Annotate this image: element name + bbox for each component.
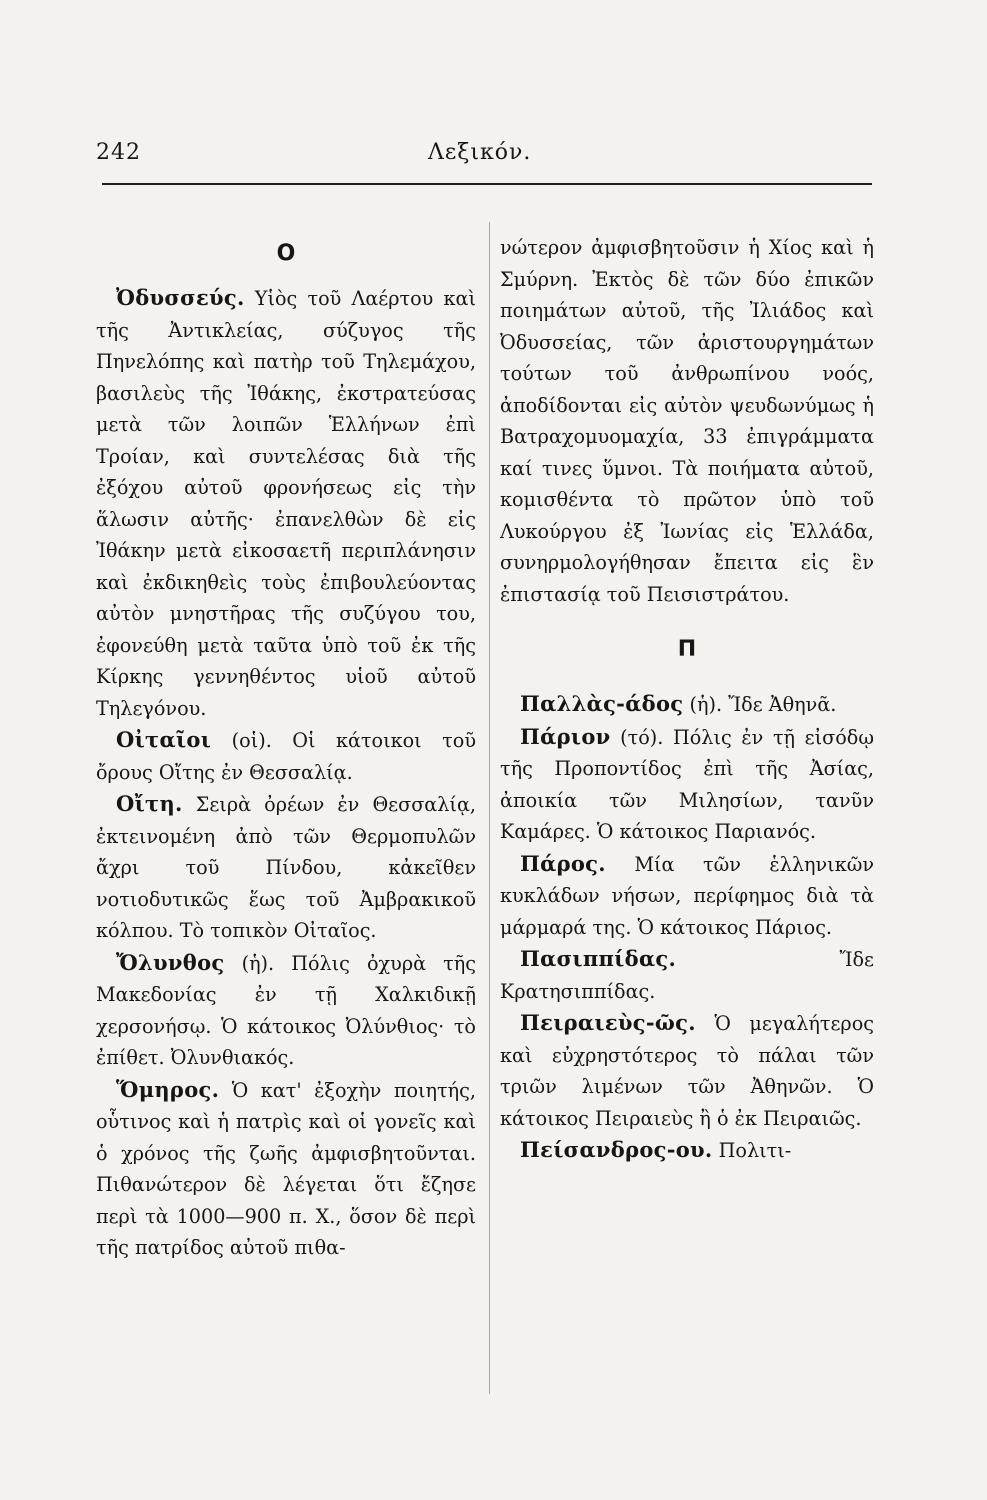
column-divider — [489, 222, 490, 1394]
dictionary-entry — [500, 1134, 874, 1167]
header-rule — [102, 183, 872, 185]
dictionary-entry — [500, 721, 874, 848]
entry-text: (οἱ). Οἱ κάτοικοι τοῦ ὄρους Οἴτης ἐν Θεσσαλίᾳ. — [96, 729, 476, 784]
entry-headword: Πειραιεὺς-ῶς. — [520, 1010, 696, 1035]
entry-headword: Οἴτη. — [116, 791, 183, 816]
left-column — [96, 232, 476, 1264]
dictionary-entry — [500, 688, 874, 721]
dictionary-entry — [96, 282, 476, 724]
entry-headword: Πείσανδρος-ου. — [520, 1137, 713, 1162]
entry-text: Μία τῶν ἑλληνικῶν κυκλάδων νήσων, περίφημος διὰ τὰ μάρμαρά της. Ὁ κάτοικος Πάριος. — [500, 852, 875, 939]
running-title: Λεξικόν. — [428, 140, 532, 165]
entry-headword: Οἰταῖοι — [116, 727, 212, 752]
entry-headword: Πασιππίδας. — [520, 946, 677, 971]
entry-text: (τό). Πόλις ἐν τῇ εἰσόδῳ τῆς Προποντίδος ἐπὶ τῆς Ἀσίας, ἀποικία τῶν Μιλησίων, τανῦν Καμάρες. Ὁ κάτοικος Παριανός. — [500, 725, 874, 843]
section-letter-pi: Π — [677, 637, 697, 662]
entry-headword: Ὄλυνθος — [116, 949, 225, 975]
entry-headword: Παλλὰς-άδος — [520, 691, 684, 716]
dictionary-entry — [500, 1007, 874, 1134]
page-header — [96, 140, 874, 180]
entry-text: Πολιτι- — [718, 1139, 792, 1162]
entry-text: Ὁ κατ' ἐξοχὴν ποιητής, οὗτινος καὶ ἡ πατρὶς καὶ οἱ γονεῖς καὶ ὁ χρόνος τῆς ζωῆς ἀμφισβητοῦνται. Πιθανώτερον δὲ λέγεται ὅτι ἔζησε περὶ τὰ 1000—900 π. Χ., ὅσον δὲ περὶ τῆς πατρίδος αὐτοῦ πιθα- — [96, 1078, 476, 1259]
dictionary-entry — [500, 943, 874, 1007]
section-letter-omicron: Ο — [276, 241, 296, 266]
dictionary-entry — [96, 1074, 476, 1264]
entry-headword: Ὅμηρος. — [116, 1076, 220, 1102]
entry-text: Υἱὸς τοῦ Λαέρτου καὶ τῆς Ἀντικλείας, σύζυγος τῆς Πηνελόπης καὶ πατὴρ τοῦ Τηλεμάχου, βασιλεὺς τῆς Ἰθάκης, ἐκστρατεύσας μετὰ τῶν λοιπῶν Ἑλλήνων ἐπὶ Τροίαν, καὶ συντελέσας διὰ τῆς ἐξόχου αὐτοῦ φρονήσεως εἰς τὴν ἅλωσιν αὐτῆς· ἐπανελθὼν δὲ εἰς Ἰθάκην μετὰ εἰκοσαετῆ περιπλάνησιν καὶ ἐκδικηθεὶς τοὺς ἐπιβουλεύοντας αὐτὸν μνηστῆρας τῆς συζύγου του, ἐφονεύθη μετὰ ταῦτα ὑπὸ τοῦ ἐκ τῆς Κίρκης γεννηθέντος υἱοῦ αὐτοῦ Τηλεγόνου. — [96, 287, 476, 720]
entry-text: Ἴδε Κρατησιππίδας. — [500, 948, 874, 1003]
entry-headword: Ὀδυσσεύς. — [116, 285, 245, 310]
right-column — [500, 232, 874, 1167]
entry-text: Ὁ μεγαλήτερος καὶ εὐχρηστότερος τὸ πάλαι τῶν τριῶν λιμένων τῶν Ἀθηνῶν. Ὁ κάτοικος Πειραιεὺς ἢ ὁ ἐκ Πειραιῶς. — [500, 1012, 874, 1130]
dictionary-entry — [96, 947, 476, 1074]
dictionary-entry — [96, 788, 476, 947]
entry-continuation: νώτερον ἀμφισβητοῦσιν ἡ Χίος καὶ ἡ Σμύρνη. Ἐκτὸς δὲ τῶν δύο ἐπικῶν ποιημάτων αὐτοῦ, τῆς Ἰλιάδος καὶ Ὀδυσσείας, τῶν ἀριστουργημάτων τούτων τοῦ ἀνθρωπίνου νοός, ἀποδίδονται εἰς αὐτὸν ψευδωνύμως ἡ Βατραχομυομαχία, 33 ἐπιγράμματα καί τινες ὕμνοι. Τὰ ποιήματα αὐτοῦ, κομισθέντα τὸ πρῶτον ὑπὸ τοῦ Λυκούργου ἐξ Ἰωνίας εἰς Ἑλλάδα, συνηρμολογήθησαν ἔπειτα εἰς ἓν ἐπιστασίᾳ τοῦ Πεισιστράτου. — [500, 236, 874, 606]
dictionary-entry — [96, 724, 476, 788]
page-number: 242 — [96, 140, 141, 165]
entry-text: (ἡ). Ἴδε Ἀθηνᾶ. — [689, 693, 837, 716]
entry-headword: Πάρος. — [520, 850, 606, 876]
entry-text: Σειρὰ ὀρέων ἐν Θεσσαλίᾳ, ἐκτεινομένη ἀπὸ τῶν Θερμοπυλῶν ἄχρι τοῦ Πίνδου, κἀκεῖθεν νοτιοδυτικῶς ἕως τοῦ Ἀμβρακικοῦ κόλπου. Τὸ τοπικὸν Οἰταῖος. — [96, 793, 477, 942]
dictionary-entry — [500, 848, 874, 944]
entry-text: (ἡ). Πόλις ὀχυρὰ τῆς Μακεδονίας ἐν τῇ Χαλκιδικῇ χερσονήσῳ. Ὁ κάτοικος Ὀλύνθιος· τὸ ἐπίθετ. Ὀλυνθιακός. — [96, 951, 476, 1069]
entry-headword: Πάριον — [520, 723, 611, 749]
